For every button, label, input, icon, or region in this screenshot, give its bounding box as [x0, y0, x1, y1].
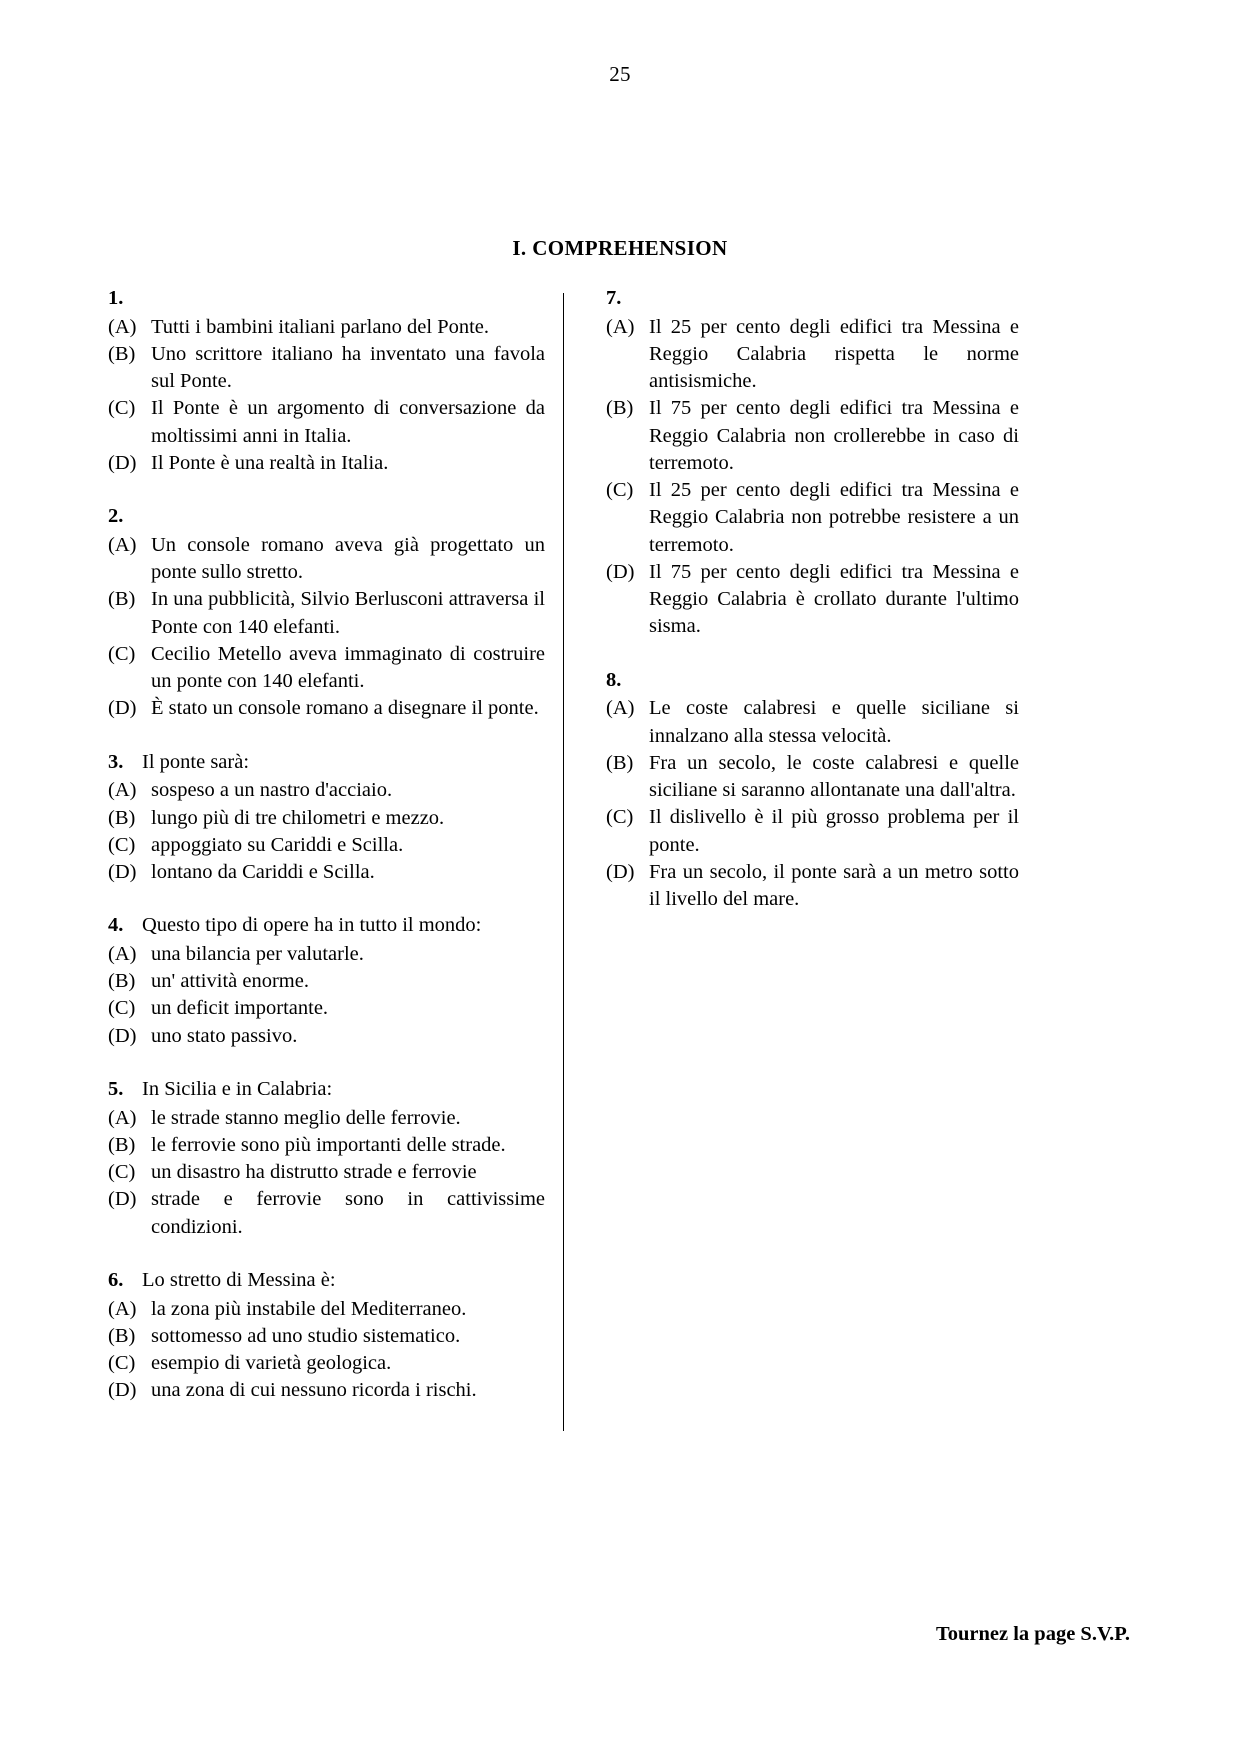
- answer-option-label: (B): [108, 806, 136, 829]
- answer-option-text: Tutti i bambini italiani parlano del Ponte.: [151, 315, 490, 338]
- answer-option-label: (B): [108, 970, 136, 993]
- answer-option-label: (B): [108, 588, 136, 611]
- answer-option[interactable]: [606, 695, 1019, 750]
- answer-option[interactable]: [108, 1377, 545, 1404]
- answer-option[interactable]: [108, 450, 545, 477]
- answer-option-label: (C): [108, 1352, 136, 1375]
- answer-option[interactable]: [108, 586, 545, 641]
- answer-option[interactable]: [108, 395, 545, 450]
- answer-option-text: Un console romano aveva già progettato un ponte sullo stretto.: [151, 533, 545, 584]
- answer-option[interactable]: [606, 395, 1019, 477]
- question-heading: [108, 285, 545, 313]
- answer-option-label: (A): [108, 1297, 137, 1320]
- question-block: [606, 667, 1019, 914]
- answer-option[interactable]: [108, 995, 545, 1022]
- answer-option-label: (A): [108, 942, 137, 965]
- answer-option-label: (A): [108, 315, 137, 338]
- answer-option-label: (A): [108, 533, 137, 556]
- answer-option-text: Il 25 per cento degli edifici tra Messina e Reggio Calabria rispetta le norme antisismiche.: [649, 315, 1019, 393]
- answer-option-label: (D): [108, 451, 137, 474]
- answer-option[interactable]: [108, 1323, 545, 1350]
- answer-option-text: Il 75 per cento degli edifici tra Messina e Reggio Calabria è crollato durante l'ultimo sisma.: [649, 560, 1019, 638]
- answer-option-label: (B): [108, 1133, 136, 1156]
- question-number: 6.: [108, 1268, 124, 1291]
- answer-option-label: (C): [606, 479, 634, 502]
- answer-option-label: (A): [108, 779, 137, 802]
- question-block: [108, 285, 545, 477]
- answer-option-label: (C): [108, 397, 136, 420]
- answer-option-text: Il 25 per cento degli edifici tra Messina e Reggio Calabria non potrebbe resistere a un terremoto.: [649, 479, 1019, 556]
- page-number: 25: [609, 62, 631, 86]
- answer-option[interactable]: [108, 805, 545, 832]
- answer-option-label: (D): [108, 1188, 137, 1211]
- answer-option-label: (C): [108, 1161, 136, 1184]
- question-number: 5.: [108, 1077, 124, 1100]
- answer-option[interactable]: [108, 1186, 545, 1241]
- answer-option-text: lontano da Cariddi e Scilla.: [151, 861, 375, 884]
- answer-option-text: esempio di varietà geologica.: [151, 1352, 392, 1375]
- question-heading: [108, 912, 545, 940]
- answer-option[interactable]: [108, 314, 545, 341]
- question-block: [108, 503, 545, 722]
- question-block: [108, 912, 545, 1050]
- answer-option-text: la zona più instabile del Mediterraneo.: [151, 1297, 467, 1320]
- answer-option[interactable]: [108, 777, 545, 804]
- answer-option[interactable]: [108, 859, 545, 886]
- question-number: 8.: [606, 668, 622, 691]
- answer-option-label: (D): [606, 560, 635, 583]
- answer-option-label: (C): [108, 642, 136, 665]
- answer-option-text: strade e ferrovie sono in cattivissime condizioni.: [151, 1188, 545, 1238]
- answer-option-text: un' attività enorme.: [151, 970, 309, 993]
- answer-option[interactable]: [108, 1159, 545, 1186]
- question-heading: [108, 1076, 545, 1104]
- question-columns: [108, 285, 1136, 1431]
- answer-option-text: Il 75 per cento degli edifici tra Messina e Reggio Calabria non crollerebbe in caso di terremoto.: [649, 397, 1019, 474]
- answer-option-text: uno stato passivo.: [151, 1024, 298, 1047]
- question-number: 1.: [108, 287, 124, 309]
- answer-option-text: un disastro ha distrutto strade e ferrovie: [151, 1161, 477, 1184]
- answer-option[interactable]: [108, 532, 545, 587]
- answer-option[interactable]: [606, 750, 1019, 805]
- question-heading: [108, 749, 545, 777]
- answer-option[interactable]: [108, 1296, 545, 1323]
- answer-option[interactable]: [108, 341, 545, 396]
- answer-option-label: (D): [108, 697, 137, 720]
- answer-option-text: una bilancia per valutarle.: [151, 942, 364, 965]
- left-column: [108, 285, 563, 1431]
- question-stem: In Sicilia e in Calabria:: [142, 1077, 333, 1100]
- answer-option-label: (A): [606, 315, 635, 338]
- question-heading: [606, 667, 1019, 695]
- answer-option-text: In una pubblicità, Silvio Berlusconi attraversa il Ponte con 140 elefanti.: [151, 588, 545, 638]
- answer-option-text: Fra un secolo, il ponte sarà a un metro sotto il livello del mare.: [649, 860, 1019, 911]
- answer-option-text: Cecilio Metello aveva immaginato di costruire un ponte con 140 elefanti.: [151, 642, 545, 693]
- answer-option[interactable]: [108, 1132, 545, 1159]
- question-stem: Questo tipo di opere ha in tutto il mondo:: [142, 914, 482, 937]
- question-heading: [108, 503, 545, 531]
- answer-option-text: sottomesso ad uno studio sistematico.: [151, 1324, 461, 1347]
- answer-option[interactable]: [108, 641, 545, 696]
- question-stem: Lo stretto di Messina è:: [142, 1268, 336, 1291]
- answer-option[interactable]: [606, 859, 1019, 914]
- answer-option-text: sospeso a un nastro d'acciaio.: [151, 779, 393, 802]
- question-block: [108, 1076, 545, 1241]
- answer-option-label: (B): [606, 397, 634, 420]
- answer-option-text: Il dislivello è il più grosso problema per il ponte.: [649, 806, 1019, 856]
- answer-option-text: Il Ponte è una realtà in Italia.: [151, 451, 389, 474]
- answer-option-label: (B): [108, 1324, 136, 1347]
- question-block: [108, 749, 545, 887]
- answer-option[interactable]: [606, 804, 1019, 859]
- answer-option[interactable]: [108, 941, 545, 968]
- answer-option-label: (A): [108, 1106, 137, 1129]
- question-stem: Il ponte sarà:: [142, 750, 250, 773]
- answer-option-label: (D): [606, 860, 635, 883]
- answer-option[interactable]: [606, 314, 1019, 396]
- answer-option-text: appoggiato su Cariddi e Scilla.: [151, 833, 404, 856]
- answer-option[interactable]: [108, 695, 545, 722]
- answer-option-text: le ferrovie sono più importanti delle strade.: [151, 1133, 506, 1156]
- answer-option[interactable]: [108, 832, 545, 859]
- answer-option-label: (D): [108, 1379, 137, 1402]
- right-column: [564, 285, 1019, 939]
- answer-option-label: (C): [606, 806, 634, 829]
- answer-option[interactable]: [606, 559, 1019, 641]
- question-number: 4.: [108, 914, 124, 937]
- answer-option-label: (A): [606, 697, 635, 720]
- question-block: [108, 1267, 545, 1405]
- answer-option-text: un deficit importante.: [151, 997, 329, 1020]
- question-heading: [606, 285, 1019, 313]
- answer-option-text: le strade stanno meglio delle ferrovie.: [151, 1106, 461, 1129]
- answer-option-text: È stato un console romano a disegnare il ponte.: [151, 697, 539, 720]
- answer-option-label: (B): [606, 751, 634, 774]
- answer-option-label: (C): [108, 997, 136, 1020]
- answer-option[interactable]: [606, 477, 1019, 559]
- answer-option[interactable]: [108, 1350, 545, 1377]
- answer-option[interactable]: [108, 1023, 545, 1050]
- answer-option-text: una zona di cui nessuno ricorda i rischi.: [151, 1379, 477, 1402]
- answer-option-label: (D): [108, 861, 137, 884]
- answer-option-text: Le coste calabresi e quelle siciliane si innalzano alla stessa velocità.: [649, 697, 1019, 747]
- question-heading: [108, 1267, 545, 1295]
- answer-option-text: Fra un secolo, le coste calabresi e quelle siciliane si saranno allontanate una dall'altra.: [649, 751, 1019, 802]
- answer-option-label: (C): [108, 833, 136, 856]
- answer-option-text: lungo più di tre chilometri e mezzo.: [151, 806, 445, 829]
- answer-option-text: Il Ponte è un argomento di conversazione da moltissimi anni in Italia.: [151, 397, 545, 447]
- question-block: [606, 285, 1019, 641]
- question-number: 2.: [108, 505, 124, 528]
- question-number: 3.: [108, 750, 124, 773]
- answer-option-label: (D): [108, 1024, 137, 1047]
- answer-option[interactable]: [108, 1105, 545, 1132]
- section-title: I. COMPREHENSION: [512, 236, 728, 260]
- answer-option-text: Uno scrittore italiano ha inventato una favola sul Ponte.: [151, 342, 545, 393]
- question-number: 7.: [606, 287, 622, 309]
- page-footer: Tournez la page S.V.P.: [935, 1623, 1130, 1645]
- answer-option-label: (B): [108, 342, 136, 365]
- answer-option[interactable]: [108, 968, 545, 995]
